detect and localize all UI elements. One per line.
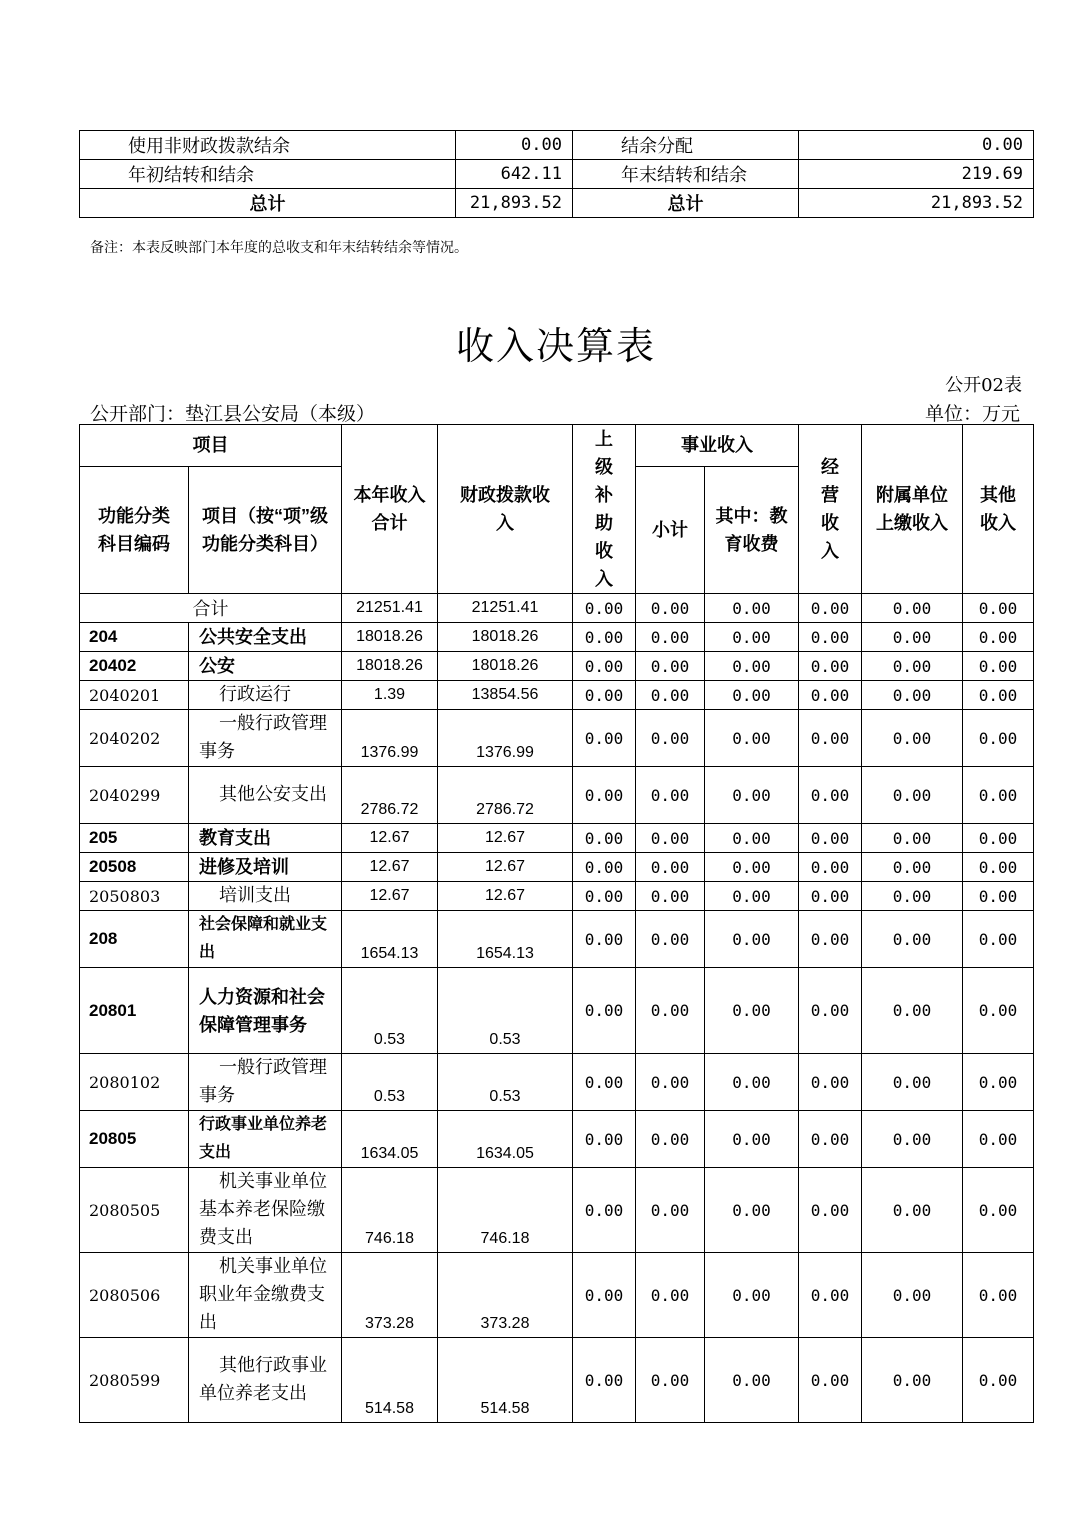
affiliated-amount: 0.00 <box>862 1168 963 1253</box>
subtotal-amount: 0.00 <box>636 853 705 882</box>
total-amount: 21251.41 <box>342 594 438 623</box>
header-total: 本年收入合计 <box>342 425 438 594</box>
summary-total-label: 总计 <box>573 189 799 218</box>
table-row <box>80 710 1034 767</box>
operating-amount: 0.00 <box>799 853 862 882</box>
edu-amount: 0.00 <box>705 1253 799 1338</box>
subtotal-amount: 0.00 <box>636 681 705 710</box>
affiliated-amount: 0.00 <box>862 1338 963 1423</box>
other-amount: 0.00 <box>963 767 1034 824</box>
table-row <box>80 1338 1034 1423</box>
summary-left-label: 使用非财政拨款结余 <box>80 131 456 160</box>
edu-amount: 0.00 <box>705 594 799 623</box>
edu-amount: 0.00 <box>705 1054 799 1111</box>
other-amount: 0.00 <box>963 652 1034 681</box>
superior-amount: 0.00 <box>573 1253 636 1338</box>
subtotal-amount: 0.00 <box>636 623 705 652</box>
subtotal-amount: 0.00 <box>636 824 705 853</box>
affiliated-amount: 0.00 <box>862 767 963 824</box>
row-code: 208 <box>80 911 189 968</box>
row-name: 一般行政管理事务 <box>189 710 342 767</box>
table-row <box>80 1111 1034 1168</box>
superior-amount: 0.00 <box>573 623 636 652</box>
table-row <box>80 652 1034 681</box>
edu-amount: 0.00 <box>705 652 799 681</box>
superior-amount: 0.00 <box>573 767 636 824</box>
header-affiliated: 附属单位上缴收入 <box>862 425 963 594</box>
row-name: 教育支出 <box>189 824 342 853</box>
total-amount: 12.67 <box>342 882 438 911</box>
total-amount: 12.67 <box>342 853 438 882</box>
operating-amount: 0.00 <box>799 652 862 681</box>
unit-label: 单位：万元 <box>924 403 1020 425</box>
superior-amount: 0.00 <box>573 710 636 767</box>
header-row <box>80 425 1034 467</box>
other-amount: 0.00 <box>963 594 1034 623</box>
total-amount: 0.53 <box>342 1054 438 1111</box>
affiliated-amount: 0.00 <box>862 710 963 767</box>
header-other: 其他收入 <box>963 425 1034 594</box>
summary-left-value: 0.00 <box>456 131 573 160</box>
header-code: 功能分类科目编码 <box>80 466 189 593</box>
header-fiscal: 财政拨款收入 <box>438 425 573 594</box>
total-amount: 0.53 <box>342 968 438 1054</box>
table-row <box>80 968 1034 1054</box>
other-amount: 0.00 <box>963 710 1034 767</box>
other-amount: 0.00 <box>963 911 1034 968</box>
form-number: 公开02表 <box>945 375 1022 396</box>
superior-amount: 0.00 <box>573 1338 636 1423</box>
row-name: 公安 <box>189 652 342 681</box>
operating-amount: 0.00 <box>799 1338 862 1423</box>
row-code: 20402 <box>80 652 189 681</box>
table-row <box>80 681 1034 710</box>
superior-amount: 0.00 <box>573 652 636 681</box>
edu-amount: 0.00 <box>705 882 799 911</box>
superior-amount: 0.00 <box>573 1111 636 1168</box>
subtotal-amount: 0.00 <box>636 968 705 1054</box>
edu-amount: 0.00 <box>705 1168 799 1253</box>
table-row <box>80 882 1034 911</box>
row-name: 社会保障和就业支出 <box>189 911 342 968</box>
other-amount: 0.00 <box>963 1338 1034 1423</box>
subtotal-amount: 0.00 <box>636 767 705 824</box>
total-amount: 12.67 <box>342 824 438 853</box>
fiscal-amount: 0.53 <box>438 968 573 1054</box>
operating-amount: 0.00 <box>799 1111 862 1168</box>
row-code: 2040299 <box>80 767 189 824</box>
superior-amount: 0.00 <box>573 911 636 968</box>
header-name: 项目（按“项”级功能分类科目） <box>189 466 342 593</box>
subtotal-amount: 0.00 <box>636 1253 705 1338</box>
table-row <box>80 767 1034 824</box>
fiscal-amount: 12.67 <box>438 824 573 853</box>
fiscal-amount: 1654.13 <box>438 911 573 968</box>
operating-amount: 0.00 <box>799 1253 862 1338</box>
subtotal-amount: 0.00 <box>636 1168 705 1253</box>
superior-amount: 0.00 <box>573 681 636 710</box>
fiscal-amount: 18018.26 <box>438 652 573 681</box>
table-row <box>80 1168 1034 1253</box>
affiliated-amount: 0.00 <box>862 681 963 710</box>
income-table <box>79 424 1034 1423</box>
row-code: 204 <box>80 623 189 652</box>
fiscal-amount: 0.53 <box>438 1054 573 1111</box>
header-item: 项目 <box>80 425 342 467</box>
affiliated-amount: 0.00 <box>862 1054 963 1111</box>
fiscal-amount: 12.67 <box>438 853 573 882</box>
department-label: 公开部门：垫江县公安局（本级） <box>90 403 376 425</box>
affiliated-amount: 0.00 <box>862 1111 963 1168</box>
summary-total-value: 21,893.52 <box>456 189 573 218</box>
edu-amount: 0.00 <box>705 681 799 710</box>
operating-amount: 0.00 <box>799 1054 862 1111</box>
table-note: 备注：本表反映部门本年度的总收支和年末结转结余等情况。 <box>90 240 468 256</box>
other-amount: 0.00 <box>963 681 1034 710</box>
header-operating: 经营收入 <box>799 425 862 594</box>
edu-amount: 0.00 <box>705 853 799 882</box>
row-code: 2050803 <box>80 882 189 911</box>
operating-amount: 0.00 <box>799 911 862 968</box>
affiliated-amount: 0.00 <box>862 882 963 911</box>
summary-row <box>80 160 1034 189</box>
row-code: 2040201 <box>80 681 189 710</box>
table-row <box>80 824 1034 853</box>
subtotal-amount: 0.00 <box>636 594 705 623</box>
summary-row <box>80 131 1034 160</box>
summary-total-row <box>80 189 1034 218</box>
edu-amount: 0.00 <box>705 1111 799 1168</box>
affiliated-amount: 0.00 <box>862 594 963 623</box>
fiscal-amount: 1376.99 <box>438 710 573 767</box>
page-title: 收入决算表 <box>455 324 656 368</box>
superior-amount: 0.00 <box>573 1168 636 1253</box>
operating-amount: 0.00 <box>799 594 862 623</box>
header-subtotal: 小计 <box>636 466 705 593</box>
row-name: 机关事业单位基本养老保险缴费支出 <box>189 1168 342 1253</box>
other-amount: 0.00 <box>963 968 1034 1054</box>
total-amount: 18018.26 <box>342 623 438 652</box>
edu-amount: 0.00 <box>705 824 799 853</box>
subtotal-amount: 0.00 <box>636 1111 705 1168</box>
fiscal-amount: 21251.41 <box>438 594 573 623</box>
row-name: 人力资源和社会保障管理事务 <box>189 968 342 1054</box>
affiliated-amount: 0.00 <box>862 652 963 681</box>
subtotal-amount: 0.00 <box>636 710 705 767</box>
row-code: 2080506 <box>80 1253 189 1338</box>
row-name: 一般行政管理事务 <box>189 1054 342 1111</box>
row-name: 公共安全支出 <box>189 623 342 652</box>
affiliated-amount: 0.00 <box>862 1253 963 1338</box>
other-amount: 0.00 <box>963 853 1034 882</box>
row-name: 其他公安支出 <box>189 767 342 824</box>
row-code: 20801 <box>80 968 189 1054</box>
total-amount: 1634.05 <box>342 1111 438 1168</box>
operating-amount: 0.00 <box>799 623 862 652</box>
operating-amount: 0.00 <box>799 681 862 710</box>
total-amount: 746.18 <box>342 1168 438 1253</box>
operating-amount: 0.00 <box>799 1168 862 1253</box>
table-row <box>80 623 1034 652</box>
summary-right-label: 结余分配 <box>573 131 799 160</box>
table-row <box>80 1253 1034 1338</box>
row-code: 205 <box>80 824 189 853</box>
affiliated-amount: 0.00 <box>862 968 963 1054</box>
total-amount: 18018.26 <box>342 652 438 681</box>
affiliated-amount: 0.00 <box>862 853 963 882</box>
header-business: 事业收入 <box>636 425 799 467</box>
operating-amount: 0.00 <box>799 767 862 824</box>
total-amount: 514.58 <box>342 1338 438 1423</box>
table-row <box>80 853 1034 882</box>
total-amount: 2786.72 <box>342 767 438 824</box>
superior-amount: 0.00 <box>573 882 636 911</box>
fiscal-amount: 18018.26 <box>438 623 573 652</box>
subtotal-amount: 0.00 <box>636 1054 705 1111</box>
fiscal-amount: 2786.72 <box>438 767 573 824</box>
edu-amount: 0.00 <box>705 623 799 652</box>
fiscal-amount: 13854.56 <box>438 681 573 710</box>
table-row <box>80 1054 1034 1111</box>
total-label: 合计 <box>80 594 342 623</box>
other-amount: 0.00 <box>963 623 1034 652</box>
summary-total-value: 21,893.52 <box>799 189 1034 218</box>
edu-amount: 0.00 <box>705 1338 799 1423</box>
superior-amount: 0.00 <box>573 853 636 882</box>
summary-left-label: 年初结转和结余 <box>80 160 456 189</box>
subtotal-amount: 0.00 <box>636 882 705 911</box>
other-amount: 0.00 <box>963 1111 1034 1168</box>
other-amount: 0.00 <box>963 1253 1034 1338</box>
operating-amount: 0.00 <box>799 968 862 1054</box>
row-code: 20805 <box>80 1111 189 1168</box>
fiscal-amount: 1634.05 <box>438 1111 573 1168</box>
edu-amount: 0.00 <box>705 767 799 824</box>
fiscal-amount: 12.67 <box>438 882 573 911</box>
other-amount: 0.00 <box>963 1168 1034 1253</box>
fiscal-amount: 373.28 <box>438 1253 573 1338</box>
operating-amount: 0.00 <box>799 882 862 911</box>
summary-left-value: 642.11 <box>456 160 573 189</box>
fiscal-amount: 746.18 <box>438 1168 573 1253</box>
edu-amount: 0.00 <box>705 911 799 968</box>
table-row <box>80 911 1034 968</box>
total-amount: 1654.13 <box>342 911 438 968</box>
row-name: 培训支出 <box>189 882 342 911</box>
edu-amount: 0.00 <box>705 968 799 1054</box>
summary-right-label: 年末结转和结余 <box>573 160 799 189</box>
affiliated-amount: 0.00 <box>862 623 963 652</box>
superior-amount: 0.00 <box>573 968 636 1054</box>
superior-amount: 0.00 <box>573 594 636 623</box>
row-code: 2040202 <box>80 710 189 767</box>
operating-amount: 0.00 <box>799 824 862 853</box>
total-amount: 373.28 <box>342 1253 438 1338</box>
row-code: 2080599 <box>80 1338 189 1423</box>
row-code: 2080102 <box>80 1054 189 1111</box>
affiliated-amount: 0.00 <box>862 911 963 968</box>
summary-right-value: 219.69 <box>799 160 1034 189</box>
subtotal-amount: 0.00 <box>636 652 705 681</box>
total-amount: 1376.99 <box>342 710 438 767</box>
total-row <box>80 594 1034 623</box>
row-name: 其他行政事业单位养老支出 <box>189 1338 342 1423</box>
row-name: 行政事业单位养老支出 <box>189 1111 342 1168</box>
header-superior: 上级补助收入 <box>573 425 636 594</box>
total-amount: 1.39 <box>342 681 438 710</box>
summary-right-value: 0.00 <box>799 131 1034 160</box>
fiscal-amount: 514.58 <box>438 1338 573 1423</box>
affiliated-amount: 0.00 <box>862 824 963 853</box>
subtotal-amount: 0.00 <box>636 911 705 968</box>
edu-amount: 0.00 <box>705 710 799 767</box>
other-amount: 0.00 <box>963 882 1034 911</box>
row-name: 进修及培训 <box>189 853 342 882</box>
header-edu: 其中：教育收费 <box>705 466 799 593</box>
superior-amount: 0.00 <box>573 1054 636 1111</box>
other-amount: 0.00 <box>963 824 1034 853</box>
row-name: 机关事业单位职业年金缴费支出 <box>189 1253 342 1338</box>
row-code: 20508 <box>80 853 189 882</box>
summary-total-label: 总计 <box>80 189 456 218</box>
subtotal-amount: 0.00 <box>636 1338 705 1423</box>
row-name: 行政运行 <box>189 681 342 710</box>
row-code: 2080505 <box>80 1168 189 1253</box>
summary-table <box>79 130 1034 218</box>
superior-amount: 0.00 <box>573 824 636 853</box>
other-amount: 0.00 <box>963 1054 1034 1111</box>
operating-amount: 0.00 <box>799 710 862 767</box>
